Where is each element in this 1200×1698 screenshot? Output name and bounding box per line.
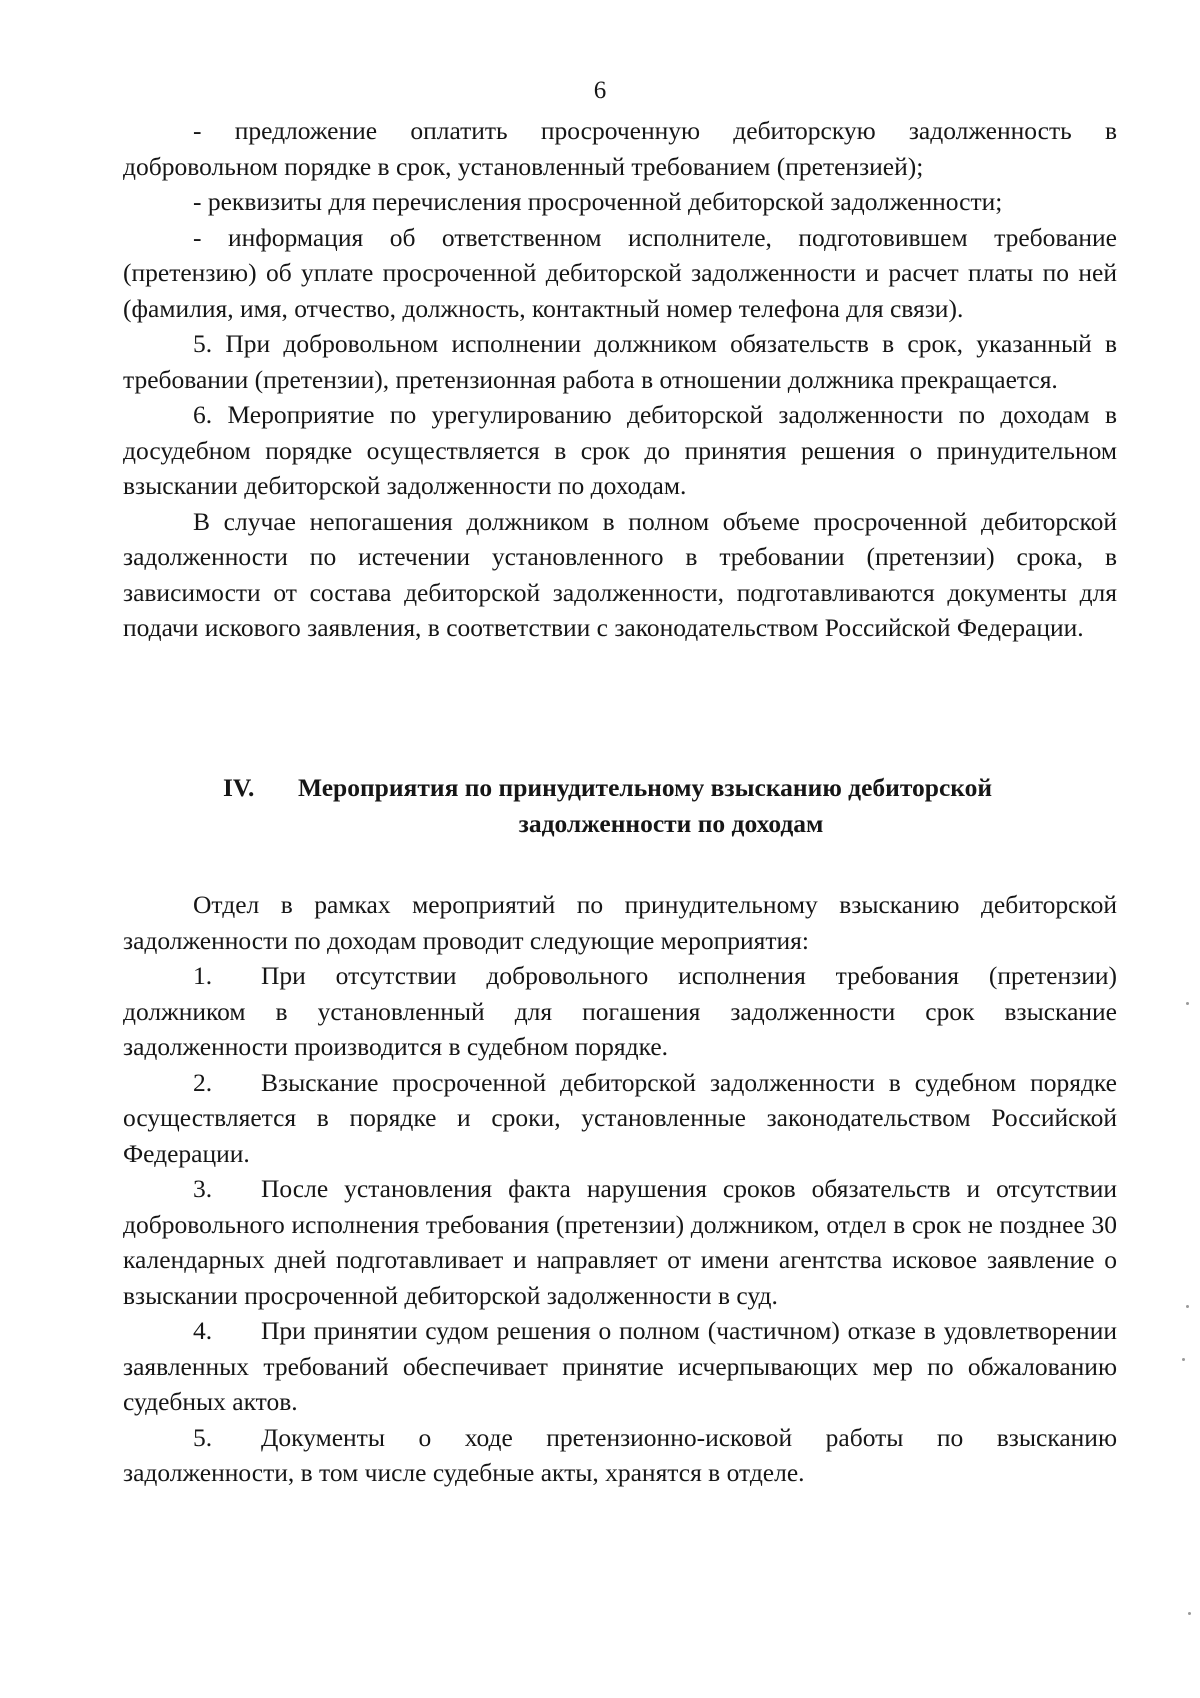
item-text: Документы о ходе претензионно-исковой работы по взысканию задолженности, в том числе судебные акты, хранятся в отделе. xyxy=(123,1422,1117,1487)
item-number: 2. xyxy=(193,1067,213,1097)
paragraph: 5. При добровольном исполнении должником обязательств в срок, указанный в требовании (претензии), претензионная работа в отношении должника прекращается. xyxy=(123,329,1117,394)
paragraph: - предложение оплатить просроченную дебиторскую задолженность в добровольном порядке в срок, установленный требованием (претензией); xyxy=(123,116,1117,181)
numbered-item xyxy=(123,1313,1117,1420)
numbered-item xyxy=(123,1420,1117,1491)
item-number: 4. xyxy=(193,1316,213,1345)
text-block-precourt xyxy=(123,113,1117,646)
scan-artifact xyxy=(1186,1305,1189,1308)
text-block-court xyxy=(123,887,1117,1491)
item-text: После установления факта нарушения сроков обязательств и отсутствии добровольного исполнения требования (претензии) должником, отдел в срок не позднее 30 календарных дней подготавливает и направляет от имени агентства исковое заявление о взыскании просроченной дебиторской задолженности в суд. xyxy=(123,1174,1117,1310)
item-number: 1. xyxy=(193,961,213,990)
intro-paragraph: Отдел в рамках мероприятий по принудительному взысканию дебиторской задолженности по доходам проводит следующие мероприятия: xyxy=(123,890,1117,955)
paragraph: В случае непогашения должником в полном объеме просроченной дебиторской задолженности по истечении установленного в требовании (претензии) срока, в зависимости от состава дебиторской задолженности, подготавливаются документы для подачи искового заявления, в соответствии с законодательством Российской Федерации. xyxy=(123,506,1117,642)
section-number: IV. xyxy=(223,773,255,802)
item-number: 5. xyxy=(193,1422,213,1452)
item-text: При принятии судом решения о полном (частичном) отказе в удовлетворении заявленных требований обеспечивает принятие исчерпывающих мер по обжалованию судебных актов. xyxy=(123,1316,1117,1416)
numbered-item xyxy=(123,1065,1117,1172)
page-number: 6 xyxy=(593,77,607,104)
numbered-item xyxy=(123,1171,1117,1313)
section-heading xyxy=(123,770,1117,842)
scan-artifact xyxy=(1182,1358,1185,1361)
item-number: 3. xyxy=(193,1174,213,1203)
item-text: При отсутствии добровольного исполнения требования (претензии) должником в установленный для погашения задолженности срок взыскание задолженности производится в судебном порядке. xyxy=(123,961,1117,1061)
section-title-line2: задолженности по доходам xyxy=(518,809,824,838)
scan-artifact xyxy=(1186,1002,1189,1005)
paragraph: - информация об ответственном исполнителе, подготовившем требование (претензию) об уплате просроченной дебиторской задолженности и расчет платы по ней (фамилия, имя, отчество, должность, контактный номер телефона для связи). xyxy=(123,222,1117,323)
paragraph: 6. Мероприятие по урегулированию дебиторской задолженности по доходам в досудебном порядке осуществляется в срок до принятия решения о принудительном взыскании дебиторской задолженности по доходам. xyxy=(123,400,1117,500)
item-text: Взыскание просроченной дебиторской задолженности в судебном порядке осуществляется в порядке и сроки, установленные законодательством Российской Федерации. xyxy=(123,1067,1117,1168)
paragraph: - реквизиты для перечисления просроченной дебиторской задолженности; xyxy=(193,187,1003,216)
section-title-line1: Мероприятия по принудительному взысканию дебиторской xyxy=(298,773,993,802)
scan-artifact xyxy=(1188,1612,1191,1615)
numbered-item xyxy=(123,958,1117,1065)
